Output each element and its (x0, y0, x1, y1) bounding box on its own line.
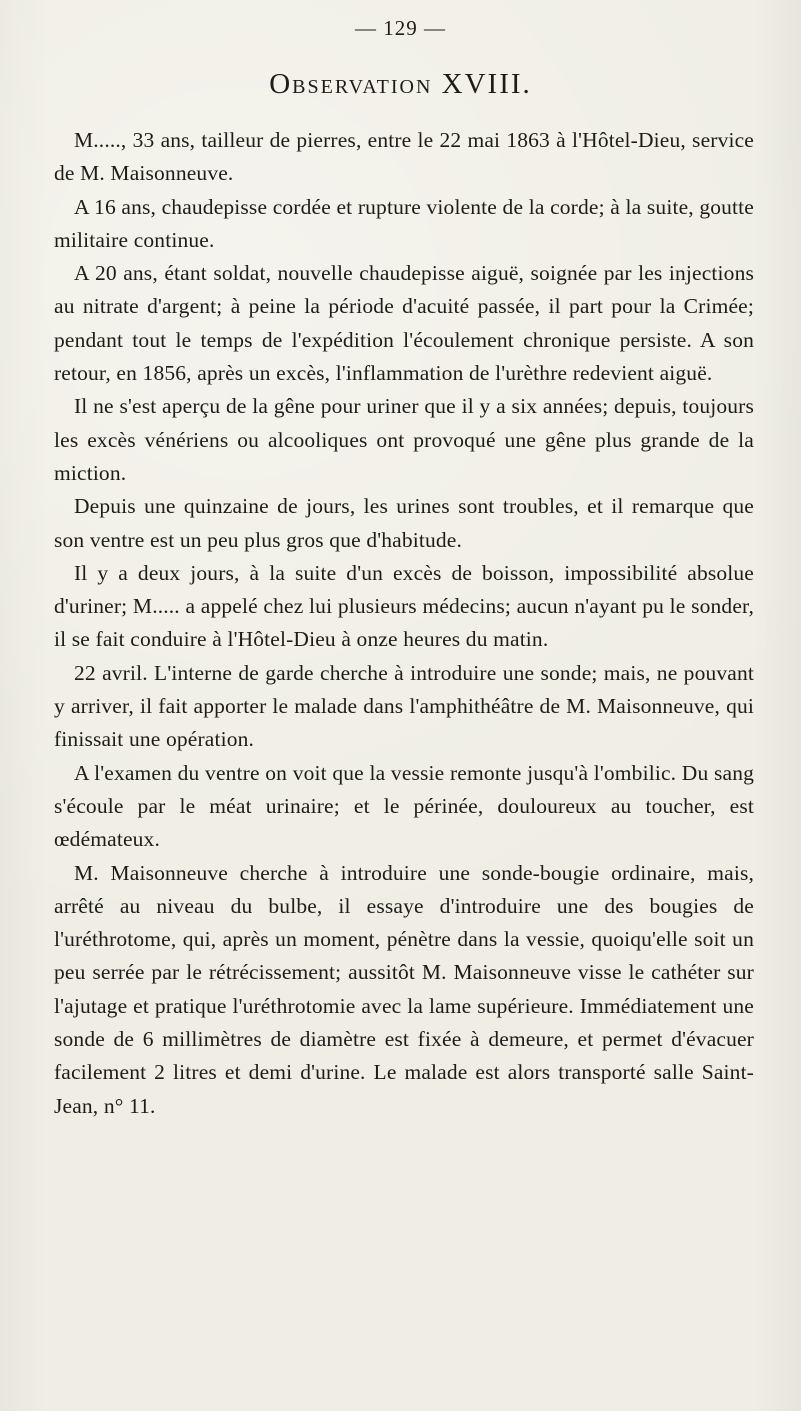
paragraph-troubled-urine: Depuis une quinzaine de jours, les urines sont troubles, et il remarque que son ventre est un peu plus gros que d'habitude. (54, 494, 754, 552)
paragraph-retention: Il y a deux jours, à la suite d'un excès de boisson, impossibilité absolue d'uriner; M..... a appelé chez lui plusieurs médecins; aucun n'ayant pu le sonder, il se fait conduire à l'Hôtel-Dieu à onze heures du matin. (54, 560, 754, 652)
paragraph-urination-difficulty: Il ne s'est aperçu de la gêne pour uriner que il y a six années; depuis, toujours les excès vénériens ou alcooliques ont provoqué une gêne plus grande de la miction. (54, 394, 754, 485)
observation-heading: Observation XVIII. (269, 68, 532, 100)
paragraph-april-22: 22 avril. L'interne de garde cherche à introduire une sonde; mais, ne pouvant y arriver, il fait apporter le malade dans l'amphithéâtre de M. Maisonneuve, qui finissait une opération. (54, 660, 754, 752)
paragraph-urethrotomy: M. Maisonneuve cherche à introduire une sonde-bougie ordinaire, mais, arrêté au niveau du bulbe, il essaye d'introduire une des bougies de l'uréthrotome, qui, après un moment, pénètre dans la vessie, quoiqu'elle soit un peu serrée par le rétrécissement; aussitôt M. Maisonneuve visse le cathéter sur l'ajutage et pratique l'uréthrotomie avec la lame supérieure. Immédiatement une sonde de 6 millimètres de diamètre est fixée à demeure, et permet d'évacuer facilement 2 litres et demi d'urine. Le malade est alors transporté salle Saint-Jean, n° 11. (54, 860, 754, 1118)
paragraph-age-20: A 20 ans, étant soldat, nouvelle chaudepisse aiguë, soignée par les injections au nitrate d'argent; à peine la période d'acuité passée, il part pour la Crimée; pendant tout le temps de l'expédition l'écoulement chronique persiste. A son retour, en 1856, après un excès, l'inflammation de l'urèthre redevient aiguë. (54, 261, 754, 386)
observation-body (54, 124, 754, 1123)
paragraph-age-16: A 16 ans, chaudepisse cordée et rupture violente de la corde; à la suite, goutte militaire continue. (54, 194, 754, 252)
paragraph-admission: M....., 33 ans, tailleur de pierres, entre le 22 mai 1863 à l'Hôtel-Dieu, service de M. Maisonneuve. (54, 128, 754, 186)
paragraph-examination: A l'examen du ventre on voit que la vessie remonte jusqu'à l'ombilic. Du sang s'écoule par le méat urinaire; et le périnée, douloureux au toucher, est œdémateux. (54, 760, 754, 852)
page-number: — 129 — (355, 16, 446, 40)
